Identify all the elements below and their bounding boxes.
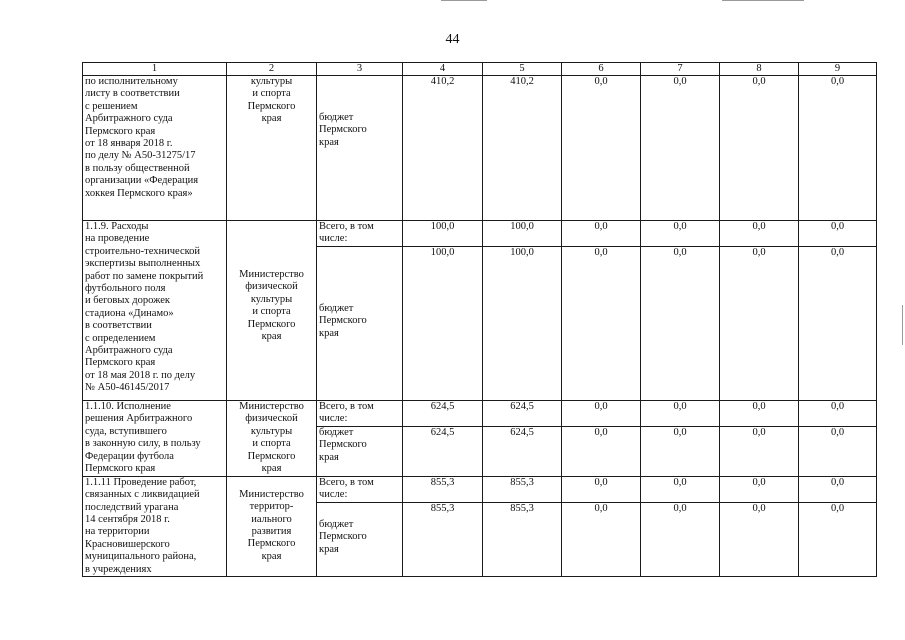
funding-source: бюджет Пермского края bbox=[317, 502, 403, 576]
scan-artifact bbox=[722, 0, 804, 1]
column-number: 9 bbox=[799, 63, 877, 76]
value-cell: 410,2 bbox=[483, 76, 562, 221]
value-cell: 0,0 bbox=[799, 247, 877, 401]
value-cell: 0,0 bbox=[641, 502, 720, 576]
measure-description: 1.1.11 Проведение работ, связанных с ликвидацией последствий урагана 14 сентября 2018 г. на территории Красновишерского муниципального района, в учреждениях bbox=[83, 476, 227, 576]
value-cell: 0,0 bbox=[720, 76, 799, 221]
table-row bbox=[83, 401, 877, 427]
value-cell: 0,0 bbox=[641, 401, 720, 427]
value-cell: 855,3 bbox=[483, 502, 562, 576]
table-row bbox=[83, 476, 877, 502]
value-cell: 0,0 bbox=[641, 76, 720, 221]
funding-source: бюджет Пермского края bbox=[317, 76, 403, 221]
value-cell: 0,0 bbox=[720, 247, 799, 401]
value-cell: 0,0 bbox=[799, 401, 877, 427]
responsible-ministry: культуры и спорта Пермского края bbox=[227, 76, 317, 221]
value-cell: 0,0 bbox=[799, 476, 877, 502]
value-cell: 0,0 bbox=[641, 426, 720, 476]
table-row bbox=[83, 76, 877, 221]
value-cell: 0,0 bbox=[720, 502, 799, 576]
column-number: 2 bbox=[227, 63, 317, 76]
value-cell: 0,0 bbox=[562, 426, 641, 476]
value-cell: 0,0 bbox=[720, 476, 799, 502]
value-cell: 0,0 bbox=[799, 502, 877, 576]
value-cell: 0,0 bbox=[799, 221, 877, 247]
value-cell: 0,0 bbox=[720, 426, 799, 476]
funding-source: бюджет Пермского края bbox=[317, 247, 403, 401]
value-cell: 855,3 bbox=[483, 476, 562, 502]
value-cell: 100,0 bbox=[403, 221, 483, 247]
column-number-row bbox=[83, 63, 877, 76]
funding-source-total: Всего, в том числе: bbox=[317, 401, 403, 427]
measure-description: 1.1.10. Исполнение решения Арбитражного суда, вступившего в законную силу, в пользу Федерации футбола Пермского края bbox=[83, 401, 227, 477]
column-number: 3 bbox=[317, 63, 403, 76]
responsible-ministry: Министерство физической культуры и спорта Пермского края bbox=[227, 401, 317, 477]
column-number: 7 bbox=[641, 63, 720, 76]
value-cell: 624,5 bbox=[403, 401, 483, 427]
responsible-ministry: Министерство территор- иального развития Пермского края bbox=[227, 476, 317, 576]
measure-description: 1.1.9. Расходы на проведение строительно-технической экспертизы выполненных работ по замене покрытий футбольного поля и беговых дорожек стадиона «Динамо» в соответствии с определением Арбитражного суда Пермского края от 18 мая 2018 г. по делу № А50-46145/2017 bbox=[83, 221, 227, 401]
value-cell: 100,0 bbox=[403, 247, 483, 401]
value-cell: 0,0 bbox=[562, 476, 641, 502]
value-cell: 0,0 bbox=[562, 401, 641, 427]
value-cell: 624,5 bbox=[483, 401, 562, 427]
budget-table bbox=[82, 62, 877, 577]
value-cell: 0,0 bbox=[641, 221, 720, 247]
column-number: 1 bbox=[83, 63, 227, 76]
value-cell: 0,0 bbox=[641, 476, 720, 502]
funding-source-total: Всего, в том числе: bbox=[317, 476, 403, 502]
value-cell: 0,0 bbox=[562, 221, 641, 247]
page-number: 44 bbox=[445, 32, 460, 47]
value-cell: 0,0 bbox=[720, 401, 799, 427]
value-cell: 0,0 bbox=[799, 426, 877, 476]
value-cell: 855,3 bbox=[403, 476, 483, 502]
value-cell: 0,0 bbox=[720, 221, 799, 247]
funding-source-total: Всего, в том числе: bbox=[317, 221, 403, 247]
value-cell: 0,0 bbox=[799, 76, 877, 221]
value-cell: 410,2 bbox=[403, 76, 483, 221]
column-number: 6 bbox=[562, 63, 641, 76]
value-cell: 0,0 bbox=[641, 247, 720, 401]
table-row bbox=[83, 221, 877, 247]
funding-source: бюджет Пермского края bbox=[317, 426, 403, 476]
value-cell: 855,3 bbox=[403, 502, 483, 576]
value-cell: 624,5 bbox=[403, 426, 483, 476]
column-number: 4 bbox=[403, 63, 483, 76]
measure-description: по исполнительному листу в соответствии с решением Арбитражного суда Пермского края от 18 января 2018 г. по делу № А50-31275/17 в пользу общественной организации «Федерация хоккея Пермского края» bbox=[83, 76, 227, 221]
value-cell: 100,0 bbox=[483, 221, 562, 247]
column-number: 5 bbox=[483, 63, 562, 76]
scan-artifact bbox=[441, 0, 487, 1]
responsible-ministry: Министерство физической культуры и спорта Пермского края bbox=[227, 221, 317, 401]
value-cell: 0,0 bbox=[562, 502, 641, 576]
value-cell: 0,0 bbox=[562, 247, 641, 401]
value-cell: 100,0 bbox=[483, 247, 562, 401]
scan-edge-mark bbox=[902, 305, 903, 345]
value-cell: 0,0 bbox=[562, 76, 641, 221]
column-number: 8 bbox=[720, 63, 799, 76]
value-cell: 624,5 bbox=[483, 426, 562, 476]
